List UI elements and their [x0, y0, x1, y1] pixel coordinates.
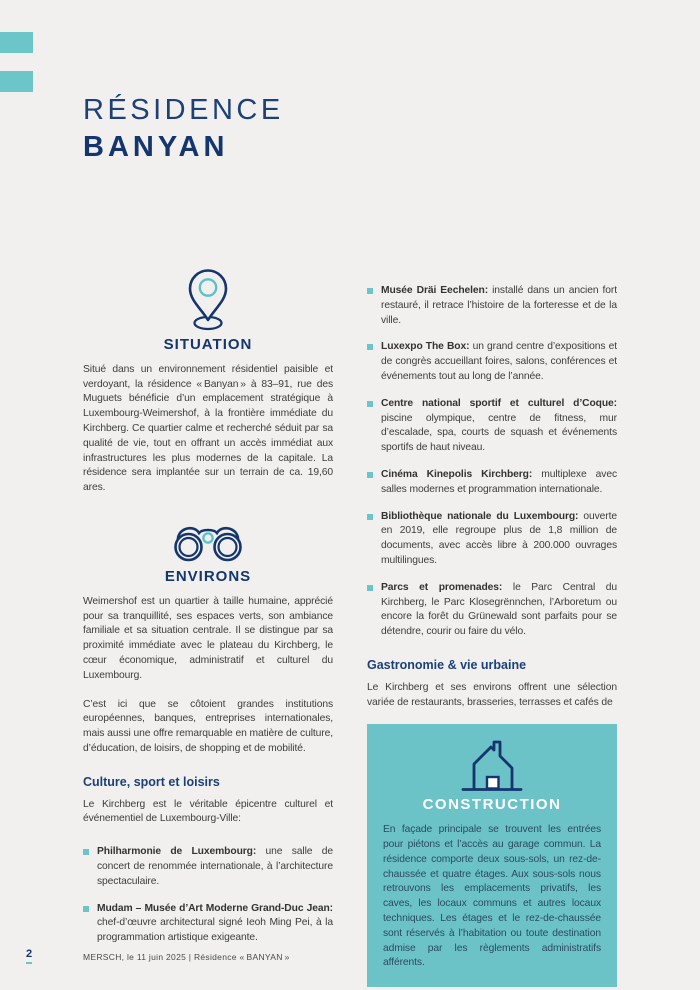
construction-box — [367, 724, 617, 987]
environs-heading: ENVIRONS — [164, 567, 252, 585]
bullet-lead: Bibliothèque nationale du Luxembourg: — [381, 510, 579, 522]
bullet-text: ouverte en 2019, elle regroupe plus de 1,8 million de documents, avec accès libre à 200.000 ouvrages multilingues. — [381, 510, 618, 566]
bullet-square-icon — [83, 849, 89, 855]
bullet-lead: Parcs et promenades: — [381, 581, 503, 593]
environs-paragraph-2: C’est ici que se côtoient grandes institutions européennes, banques, entreprises internationales, mais aussi une offre remarquable en matière de culture, d’éducation, de loisirs, de shopping et de mobilité. — [83, 698, 333, 754]
gastronomie-paragraph: Le Kirchberg et ses environs offrent une sélection variée de restaurants, brasseries, terrasses et cafés de — [367, 681, 617, 708]
bullet-text: le Parc Central du Kirchberg, le Parc Klosegrënnchen, l’Arboretum ou encore la forêt du Grünewald sont parfaits pour se détendre, courir ou faire du vélo. — [381, 581, 617, 638]
bullet-square-icon — [367, 472, 373, 478]
construction-paragraph: En façade principale se trouvent les entrées pour piétons et l’accès au garage commun. La résidence comporte deux sous-sols, un rez-de-chaussée et quatre étages. Aux sous-sols nous retrouvons les emplacements privatifs, les caves, les locaux communs et autres locaux techniques. Les étages et le rez-de-chaussée sont réservés à l’habitation ou toute destination admise par les règlements administratifs afférents. — [383, 824, 601, 969]
page-title-line1: RÉSIDENCE — [83, 94, 284, 126]
environs-paragraph-1: Weimershof est un quartier à taille humaine, apprécié pour sa tranquillité, ses espaces verts, son ambiance familiale et sa situation centrale. Il se distingue par sa proximité immédiate avec le plateau du Kirchberg, le cœur économique, administratif et culturel du Luxembourg. — [83, 595, 333, 681]
bullet-text: multiplexe avec salles modernes et programmation internationale. — [381, 468, 618, 495]
bullet-text: piscine olympique, centre de fitness, mur d’escalade, spa, courts de squash et événements sportifs de haut niveau. — [381, 412, 617, 454]
teal-corner-mark-top — [0, 32, 33, 53]
bullet-text: un grand centre d’expositions et de congrès accueillant foires, salons, conférences et événements tout au long de l’année. — [381, 341, 617, 382]
list-item — [83, 845, 333, 889]
footer-text: MERSCH, le 11 juin 2025 | Résidence « BANYAN » — [83, 952, 290, 962]
environs-bullet-list — [367, 284, 617, 640]
bullet-lead: Luxexpo The Box: — [381, 341, 470, 353]
bullet-square-icon — [367, 585, 373, 591]
list-item — [367, 397, 617, 456]
page-title — [83, 92, 284, 166]
bullet-lead: Centre national sportif et culturel d’Coque: — [381, 397, 617, 409]
culture-bullet-list — [83, 845, 333, 946]
teal-corner-mark-bottom — [0, 71, 33, 92]
bullet-square-icon — [367, 344, 373, 350]
left-column — [83, 262, 333, 958]
situation-heading: SITUATION — [163, 336, 253, 353]
bullet-square-icon — [83, 906, 89, 912]
gastronomie-heading: Gastronomie & vie urbaine — [367, 657, 527, 672]
bullet-text: une salle de concert de renommée internationale, à l’architecture spectaculaire. — [97, 846, 333, 887]
list-item — [83, 902, 333, 946]
list-item — [367, 340, 617, 384]
binoculars-icon — [170, 520, 246, 562]
culture-heading: Culture, sport et loisirs — [83, 774, 220, 789]
list-item — [367, 284, 617, 328]
page-number: 2 — [26, 948, 32, 964]
list-item — [367, 468, 617, 498]
right-column — [367, 262, 617, 987]
list-item — [367, 581, 617, 640]
bullet-lead: Musée Dräi Eechelen: — [381, 285, 489, 296]
situation-paragraph: Situé dans un environnement résidentiel paisible et verdoyant, la résidence « Banyan » à 83–91, rue des Muguets bénéficie d’un emplacement stratégique à Luxembourg-Weimershof, à la frontière immédiate du Kirchberg. Ce quartier calme et recherché séduit par sa qualité de vie, tout en offrant un accès immédiat aux infrastructures les plus modernes de la capitale. La résidence sera implantée sur un terrain de ca. 19,60 ares. — [83, 363, 333, 494]
house-icon — [459, 738, 525, 794]
bullet-lead: Philharmonie de Luxembourg: — [97, 846, 257, 858]
bullet-square-icon — [367, 288, 373, 294]
bullet-square-icon — [367, 401, 373, 407]
bullet-text: chef-d’œuvre architectural signé Ieoh Ming Pei, à la programmation artistique exigeante. — [97, 917, 333, 944]
page-title-line2: BANYAN — [83, 131, 229, 163]
culture-intro: Le Kirchberg est le véritable épicentre culturel et événementiel de Luxembourg-Ville: — [83, 798, 333, 825]
bullet-lead: Cinéma Kinepolis Kirchberg: — [381, 468, 533, 480]
bullet-lead: Mudam – Musée d’Art Moderne Grand-Duc Jean: — [97, 902, 333, 914]
location-pin-icon — [185, 268, 231, 332]
bullet-square-icon — [367, 514, 373, 520]
list-item — [367, 510, 617, 569]
construction-heading: CONSTRUCTION — [422, 796, 562, 814]
bullet-text: installé dans un ancien fort restauré, il retrace l’histoire de la forteresse et de la ville. — [381, 285, 617, 326]
